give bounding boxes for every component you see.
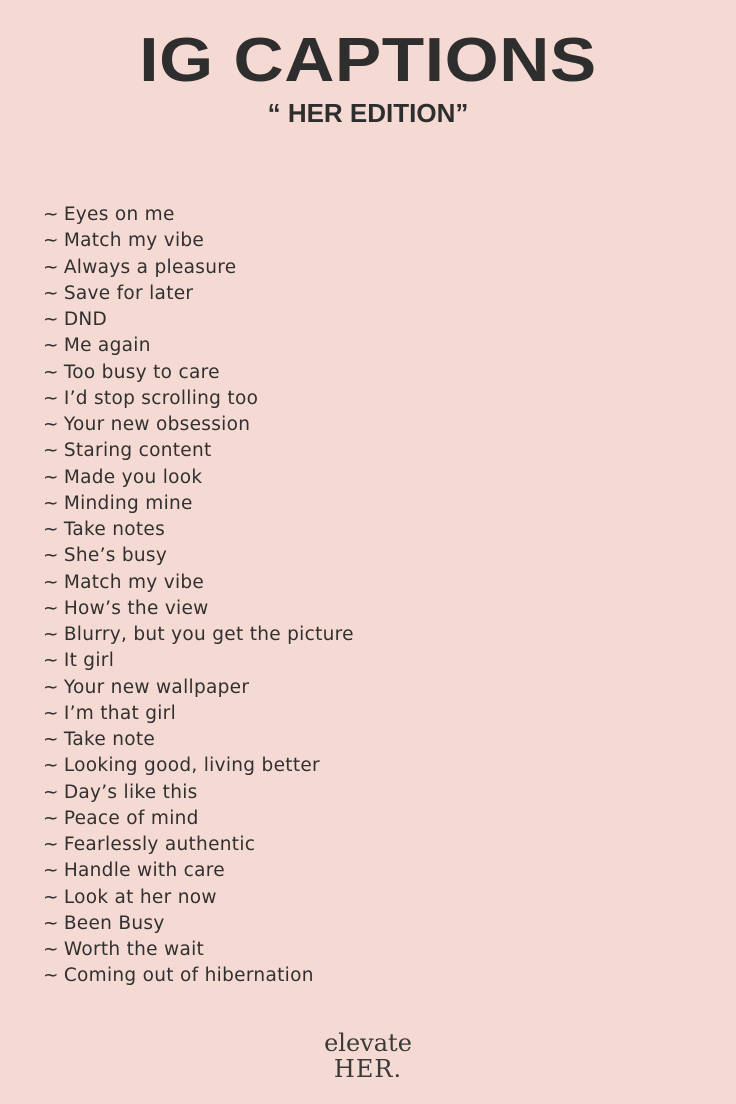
- caption-item: [43, 727, 354, 753]
- tilde-bullet: ~: [43, 860, 59, 882]
- tilde-bullet: ~: [43, 650, 59, 672]
- tilde-bullet: ~: [43, 939, 59, 960]
- caption-item: [43, 570, 354, 596]
- caption-text: Your new wallpaper: [63, 676, 250, 698]
- tilde-bullet: ~: [43, 624, 59, 645]
- caption-item: [43, 963, 354, 989]
- tilde-bullet: ~: [43, 282, 59, 304]
- caption-item: [43, 911, 354, 937]
- caption-text: Your new obsession: [63, 414, 251, 435]
- tilde-bullet: ~: [43, 965, 59, 987]
- brand-logo-line2: HER.: [333, 1055, 403, 1083]
- caption-text: Me again: [63, 335, 151, 357]
- caption-item: [43, 386, 354, 412]
- tilde-bullet: ~: [43, 676, 59, 698]
- tilde-bullet: ~: [43, 912, 59, 934]
- caption-text: Match my vibe: [63, 230, 205, 252]
- tilde-bullet: ~: [43, 361, 59, 383]
- caption-text: Look at her now: [63, 886, 217, 908]
- caption-text: How’s the view: [63, 597, 209, 619]
- caption-item: [43, 832, 354, 858]
- caption-text: Looking good, living better: [63, 755, 320, 777]
- tilde-bullet: ~: [43, 414, 59, 435]
- caption-text: Save for later: [63, 282, 194, 304]
- caption-item: [43, 622, 354, 648]
- tilde-bullet: ~: [43, 204, 59, 225]
- tilde-bullet: ~: [43, 466, 59, 488]
- caption-item: [43, 465, 354, 491]
- tilde-bullet: ~: [43, 545, 59, 567]
- caption-item: [43, 412, 354, 438]
- tilde-bullet: ~: [43, 492, 59, 514]
- caption-text: Minding mine: [63, 492, 193, 514]
- caption-text: Too busy to care: [63, 361, 220, 383]
- tilde-bullet: ~: [43, 387, 59, 409]
- caption-text: Match my vibe: [63, 571, 205, 593]
- caption-item: [43, 491, 354, 517]
- caption-item: [43, 885, 354, 911]
- brand-logo-line1: elevate: [324, 1029, 412, 1057]
- tilde-bullet: ~: [43, 256, 59, 278]
- caption-text: She’s busy: [63, 545, 168, 567]
- caption-text: Always a pleasure: [63, 256, 237, 278]
- tilde-bullet: ~: [43, 597, 59, 619]
- brand-logo: [0, 1030, 736, 1082]
- tilde-bullet: ~: [43, 755, 59, 777]
- caption-text: Worth the wait: [63, 939, 205, 960]
- caption-item: [43, 780, 354, 806]
- caption-item: [43, 438, 354, 464]
- caption-text: Peace of mind: [63, 807, 199, 829]
- caption-text: Made you look: [63, 466, 203, 488]
- tilde-bullet: ~: [43, 230, 59, 252]
- caption-item: [43, 307, 354, 333]
- caption-item: [43, 202, 354, 228]
- caption-item: [43, 858, 354, 884]
- caption-item: [43, 596, 354, 622]
- tilde-bullet: ~: [43, 834, 59, 855]
- caption-list: [43, 202, 354, 990]
- tilde-bullet: ~: [43, 781, 59, 803]
- caption-text: DND: [63, 309, 108, 330]
- tilde-bullet: ~: [43, 571, 59, 593]
- caption-text: I’m that girl: [63, 702, 177, 724]
- tilde-bullet: ~: [43, 309, 59, 330]
- tilde-bullet: ~: [43, 729, 59, 750]
- caption-item: [43, 333, 354, 359]
- caption-text: I’d stop scrolling too: [63, 387, 259, 409]
- tilde-bullet: ~: [43, 519, 59, 540]
- caption-text: Been Busy: [63, 912, 165, 934]
- tilde-bullet: ~: [43, 335, 59, 357]
- page-title: IG CAPTIONS: [139, 26, 597, 95]
- caption-item: [43, 648, 354, 674]
- caption-text: Take note: [63, 729, 156, 750]
- tilde-bullet: ~: [43, 702, 59, 724]
- caption-text: Take notes: [63, 519, 166, 540]
- caption-item: [43, 701, 354, 727]
- caption-item: [43, 543, 354, 569]
- caption-item: [43, 228, 354, 254]
- caption-item: [43, 753, 354, 779]
- page-subtitle: “ HER EDITION”: [267, 98, 469, 128]
- caption-text: Handle with care: [63, 860, 225, 882]
- caption-item: [43, 806, 354, 832]
- caption-text: Fearlessly authentic: [63, 834, 256, 855]
- caption-item: [43, 937, 354, 963]
- caption-item: [43, 517, 354, 543]
- caption-item: [43, 360, 354, 386]
- caption-text: Coming out of hibernation: [63, 965, 314, 987]
- caption-text: It girl: [63, 650, 115, 672]
- caption-item: [43, 281, 354, 307]
- tilde-bullet: ~: [43, 807, 59, 829]
- caption-item: [43, 675, 354, 701]
- caption-text: Staring content: [63, 440, 212, 462]
- tilde-bullet: ~: [43, 886, 59, 908]
- caption-text: Eyes on me: [63, 204, 175, 225]
- caption-text: Day’s like this: [63, 781, 198, 803]
- caption-item: [43, 255, 354, 281]
- tilde-bullet: ~: [43, 440, 59, 462]
- caption-text: Blurry, but you get the picture: [63, 624, 354, 645]
